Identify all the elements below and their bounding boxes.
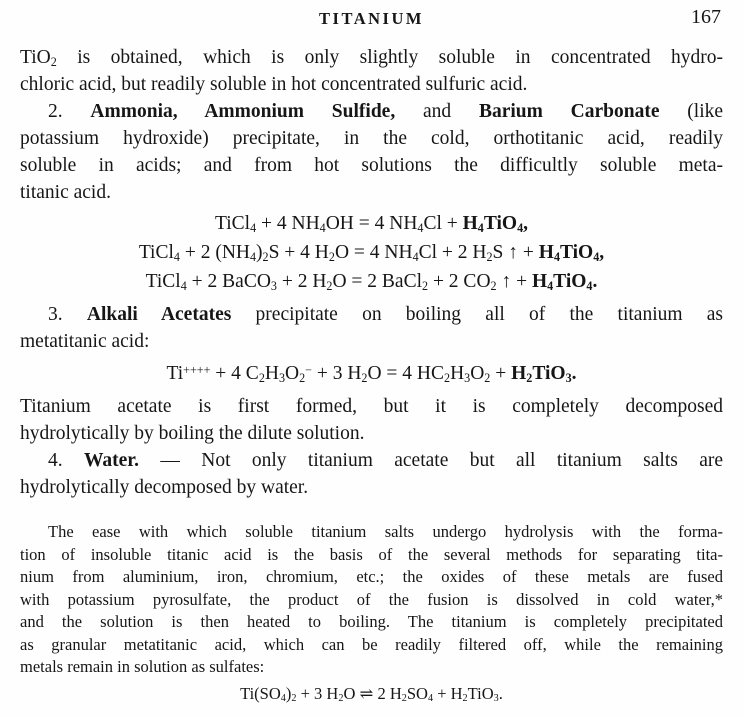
text-run: 2 [299,370,306,385]
text-run: ++++ [183,362,211,377]
text-run: + 3 H [296,683,339,703]
text-run: 4 [417,220,424,235]
text-run: hydrolytically decomposed by water. [20,477,309,498]
text-run: 2 [338,692,344,704]
text-run: + 3 H [311,363,362,384]
text-run: − [305,362,312,377]
text-run: 3. [48,304,87,325]
text-run: 2 [262,249,269,264]
equation-group [20,209,723,296]
text-run: + 2 BaCO [186,271,271,292]
text-run: 4 [412,249,419,264]
text-run: Cl + 2 H [418,242,487,263]
text-run: O = 4 HC [367,363,445,384]
text-run: OH = 4 NH [325,213,418,234]
text-run: + [490,363,512,384]
text-line [20,447,723,474]
text-run: H [531,271,548,292]
text-line [20,44,723,71]
text-run: 2 [328,249,335,264]
text-line [20,656,723,679]
text-run: Ti(SO [240,683,281,703]
fine-print-paragraph [20,521,723,679]
text-run: 4 [250,220,257,235]
text-line [20,544,723,567]
text-run: Cl + [423,213,463,234]
text-run: O = 4 NH [334,242,413,263]
text-run: The ease with which soluble titanium salts undergo hydrolysis with the forma- [48,522,723,541]
text-run: + 4 NH [256,213,320,234]
text-run: metals remain in solution as sulfates: [20,657,265,676]
text-run: 2 [486,249,493,264]
text-run: — Not only titanium acetate but all titanium salts are [139,450,723,471]
text-line [20,474,723,501]
text-line [20,359,723,388]
text-run: 2 [490,278,497,293]
text-line [20,125,723,152]
text-run: 2 [361,370,368,385]
text-run: hydrolytically by boiling the dilute solution. [20,423,365,444]
text-run: O [470,363,485,384]
equation [20,359,723,388]
text-run: 3 [493,692,499,704]
text-run: Titanium acetate is first formed, but it is completely decomposed [20,396,723,417]
text-run: precipitate on boiling all of the titanium as [231,304,723,325]
text-run: titanic acid. [20,182,111,203]
text-run: 4 [180,278,187,293]
text-line [20,589,723,612]
text-run: 4 [280,692,286,704]
text-run: H [450,363,465,384]
text-line [20,301,723,328]
paragraph [20,393,723,447]
text-line [20,267,723,296]
text-run: nium from aluminium, iron, chromium, etc.; the oxides of these metals are fused [20,567,723,586]
text-run: 4 [173,249,180,264]
paragraph [20,301,723,355]
paragraph [20,44,723,98]
text-line [20,152,723,179]
text-line [20,393,723,420]
text-run: and the solution is then heated to boiling. The titanium is completely precipitated [20,612,723,631]
text-run: tion of insoluble titanic acid is the basis of the several methods for separating tita- [20,544,723,564]
text-run: TiO [467,683,494,703]
text-run: 3 [565,370,572,385]
text-run: 4 [547,278,554,293]
text-line [20,98,723,125]
text-line [20,420,723,447]
text-run: 2 [401,692,407,704]
text-run: soluble in acids; and from hot solutions the difficultly soluble meta- [20,155,723,176]
text-run: H [538,242,554,263]
text-line [20,209,723,238]
text-run: 4 [553,249,560,264]
text-line [20,521,723,544]
text-run: ) [285,683,292,703]
text-run: 2 [422,278,429,293]
text-run: with potassium pyrosulfate, the product of the fusion is dissolved in cold water,* [20,589,723,609]
text-run: Ti [166,363,184,384]
fine-print-equation [20,682,723,706]
running-head-title: TITANIUM [319,9,424,28]
text-run: 2. [48,101,91,122]
text-run: + 2 H [276,271,327,292]
text-run: 3 [278,370,285,385]
text-run: 2 [258,370,265,385]
text-run: and [395,101,479,122]
text-run: 2 [526,370,533,385]
text-run: H [264,363,279,384]
text-run: , [599,242,605,263]
text-run: 2 [326,278,333,293]
text-run: ) [256,242,263,263]
text-run: 4 [477,220,484,235]
text-run: 4 [319,220,326,235]
text-run: O ⇌ 2 H [343,683,402,703]
text-run: 4 [427,692,434,704]
text-line [20,179,723,206]
text-line [20,634,723,657]
text-run: Alkali Acetates [86,304,232,325]
text-run: TiO [483,213,518,234]
text-run: + 2 CO [428,271,491,292]
text-run: S ↑ + [492,242,539,263]
text-run: Water. [83,450,140,471]
text-run: O = 2 BaCl [332,271,423,292]
text-run: O [285,363,300,384]
text-run: TiCl [214,213,251,234]
text-run: Ammonia, Ammonium Sulfide, [90,101,396,122]
text-run: H [462,213,478,234]
text-run: . [592,271,598,292]
text-run: SO [406,683,428,703]
page-number: 167 [691,6,721,28]
text-line [20,682,723,706]
text-run: 2 [484,370,491,385]
text-run: 3 [270,278,277,293]
text-run: Barium Carbonate [478,101,660,122]
text-run: potassium hydroxide) precipitate, in the cold, orthotitanic acid, readily [20,128,723,149]
text-run: , [523,213,529,234]
text-run: 4 [249,249,257,264]
text-run: S + 4 H [268,242,329,263]
text-run: (like [659,101,724,122]
text-run: 2 [462,692,468,704]
text-run: chloric acid, but readily soluble in hot concentrated sulfuric acid. [20,74,528,95]
text-run: TiO [559,242,594,263]
text-run: metatitanic acid: [20,331,150,352]
text-run: 2 [50,54,57,69]
text-run: H [511,363,527,384]
page-content [20,44,723,706]
text-run: TiO [532,363,566,384]
page-header [20,6,723,32]
text-run: . [498,683,503,703]
text-run: is obtained, which is only slightly soluble in concentrated hydro- [56,47,723,68]
text-run: 4 [586,278,593,293]
text-line [20,328,723,355]
text-run: TiO [20,47,51,68]
text-run: + H [433,683,463,703]
text-run: 4 [517,220,524,235]
paragraph [20,447,723,501]
text-run: + 4 C [210,363,259,384]
text-line [20,566,723,589]
paragraph [20,98,723,206]
text-run: ↑ + [496,271,532,292]
text-line [20,71,723,98]
text-run: 2 [444,370,451,385]
text-run: + 2 (NH [179,242,250,263]
text-run: 4 [593,249,600,264]
text-run: 3 [464,370,471,385]
text-run: 4. [48,450,84,471]
text-run: TiO [553,271,587,292]
text-run: TiCl [145,271,181,292]
text-line [20,238,723,267]
text-line [20,611,723,634]
text-run: 2 [291,692,297,704]
text-run: . [571,363,577,384]
text-run: as granular metatitanic acid, which can be readily filtered off, while the remaining [20,634,723,654]
text-run: TiCl [138,242,174,263]
